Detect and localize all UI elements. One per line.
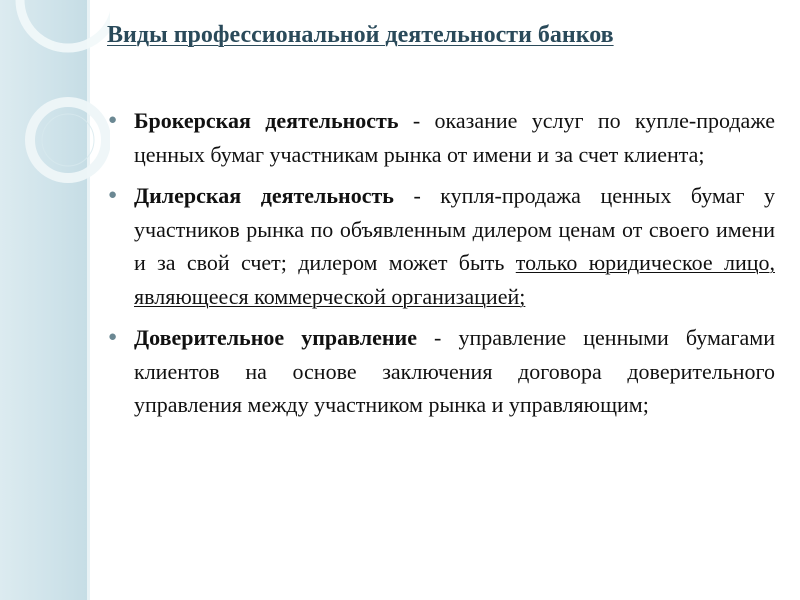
list-item-brokerage [108,104,775,171]
definition-trust-management: - управление ценными бумагами клиентов на основе заключения договора доверительного управления между участником рынка и управляющим; [134,325,775,417]
decorative-circles-icon [0,0,110,260]
bullet-dot-icon: ● [108,187,118,203]
definition-brokerage: - оказание услуг по купле-продаже ценных бумаг участникам рынка от имени и за счет клиента; [134,108,775,167]
definition-dealer: - купля-продажа ценных бумаг у участников рынка по объявленным дилером ценам от своего имени и за свой счет; дилером может быть [134,183,775,275]
term-trust-management: Доверительное управление [134,325,417,350]
bullet-dot-icon: ● [108,329,118,345]
term-dealer: Дилерская деятельность [134,183,394,208]
list-item-dealer [108,179,775,313]
list-item-trust-management [108,321,775,422]
slide-title: Виды профессиональной деятельности банков [107,22,614,48]
term-brokerage: Брокерская деятельность [134,108,399,133]
bullet-dot-icon: ● [108,112,118,128]
bullet-list [108,104,775,430]
definition-dealer-underlined: только юридическое лицо, являющееся коммерческой организацией; [134,250,775,309]
